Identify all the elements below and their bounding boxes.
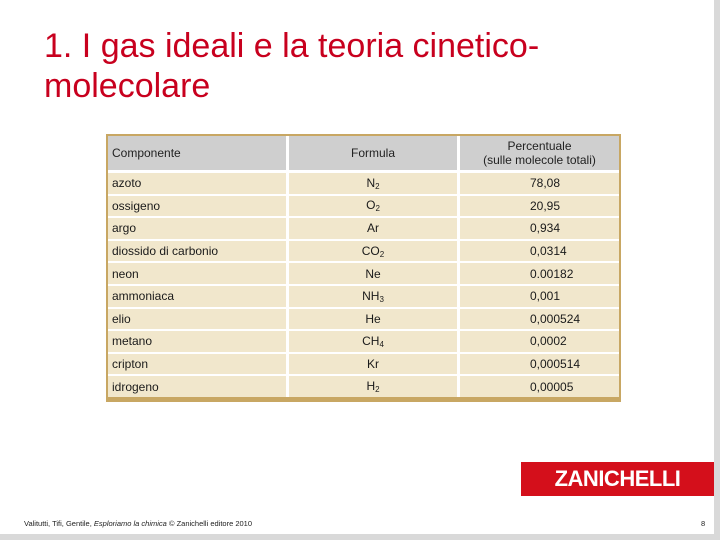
page-number: 8 xyxy=(701,519,706,528)
table-row xyxy=(108,196,619,219)
slide-title-line-2: molecolare xyxy=(44,67,211,105)
cell-formula xyxy=(289,241,460,264)
cell-percentuale: 0,0314 xyxy=(460,241,619,264)
data-table xyxy=(108,136,619,397)
footer-citation xyxy=(24,519,252,528)
table-row xyxy=(108,263,619,286)
slide-title-line-1: 1. I gas ideali e la teoria cinetico- xyxy=(44,27,540,65)
slide-title xyxy=(44,26,684,106)
cell-formula xyxy=(289,196,460,219)
footer-book-title: Esploriamo la chimica xyxy=(93,519,167,528)
header-componente: Componente xyxy=(108,136,289,173)
cell-formula xyxy=(289,354,460,377)
cell-formula xyxy=(289,218,460,241)
cell-componente: argo xyxy=(108,218,289,241)
table-row xyxy=(108,309,619,332)
cell-componente: metano xyxy=(108,331,289,354)
table-row xyxy=(108,354,619,377)
cell-formula xyxy=(289,263,460,286)
table-row xyxy=(108,173,619,196)
cell-componente: azoto xyxy=(108,173,289,196)
cell-formula xyxy=(289,286,460,309)
cell-componente: diossido di carbonio xyxy=(108,241,289,264)
table-row xyxy=(108,241,619,264)
cell-percentuale: 0,000514 xyxy=(460,354,619,377)
cell-percentuale: 0.00182 xyxy=(460,263,619,286)
table-row xyxy=(108,331,619,354)
formula-subscript: 3 xyxy=(379,294,384,304)
cell-percentuale: 78,08 xyxy=(460,173,619,196)
header-percentuale xyxy=(460,136,619,173)
formula-base: Ne xyxy=(365,266,381,281)
slide-right-edge xyxy=(714,0,720,540)
cell-percentuale: 0,00005 xyxy=(460,376,619,397)
cell-percentuale: 0,0002 xyxy=(460,331,619,354)
formula-subscript: 2 xyxy=(375,204,380,214)
cell-componente: ossigeno xyxy=(108,196,289,219)
cell-formula xyxy=(289,376,460,397)
formula-base: CO xyxy=(361,243,380,258)
cell-componente: ammoniaca xyxy=(108,286,289,309)
formula-base: Kr xyxy=(367,357,379,372)
formula-base: H xyxy=(366,379,376,394)
cell-componente: neon xyxy=(108,263,289,286)
cell-formula xyxy=(289,331,460,354)
formula-subscript: 2 xyxy=(375,181,380,191)
formula-base: NH xyxy=(362,288,380,303)
formula-subscript: 4 xyxy=(379,339,384,349)
header-percentuale-line-1: Percentuale xyxy=(507,139,572,153)
cell-componente: cripton xyxy=(108,354,289,377)
table-row xyxy=(108,218,619,241)
formula-base: O xyxy=(366,198,376,213)
table-row xyxy=(108,286,619,309)
cell-componente: idrogeno xyxy=(108,376,289,397)
formula-base: He xyxy=(365,311,381,326)
cell-percentuale: 0,934 xyxy=(460,218,619,241)
slide-bottom-edge xyxy=(0,534,720,540)
header-formula: Formula xyxy=(289,136,460,173)
footer-authors: Valitutti, Tifi, Gentile, xyxy=(24,519,92,528)
zanichelli-logo: ZANICHELLI xyxy=(521,462,714,496)
header-percentuale-line-2: (sulle molecole totali) xyxy=(483,153,596,167)
cell-percentuale: 0,000524 xyxy=(460,309,619,332)
table-body xyxy=(108,173,619,397)
table-row xyxy=(108,376,619,397)
formula-subscript: 2 xyxy=(379,249,385,259)
cell-percentuale: 0,001 xyxy=(460,286,619,309)
cell-componente: elio xyxy=(108,309,289,332)
table-header-row xyxy=(108,136,619,173)
cell-percentuale: 20,95 xyxy=(460,196,619,219)
formula-base: Ar xyxy=(367,221,379,236)
formula-base: CH xyxy=(362,333,380,348)
formula-base: N xyxy=(366,175,376,190)
formula-subscript: 2 xyxy=(375,385,380,395)
footer-copyright: © Zanichelli editore 2010 xyxy=(168,519,253,528)
cell-formula xyxy=(289,309,460,332)
cell-formula xyxy=(289,173,460,196)
atmosphere-composition-table xyxy=(106,134,621,402)
